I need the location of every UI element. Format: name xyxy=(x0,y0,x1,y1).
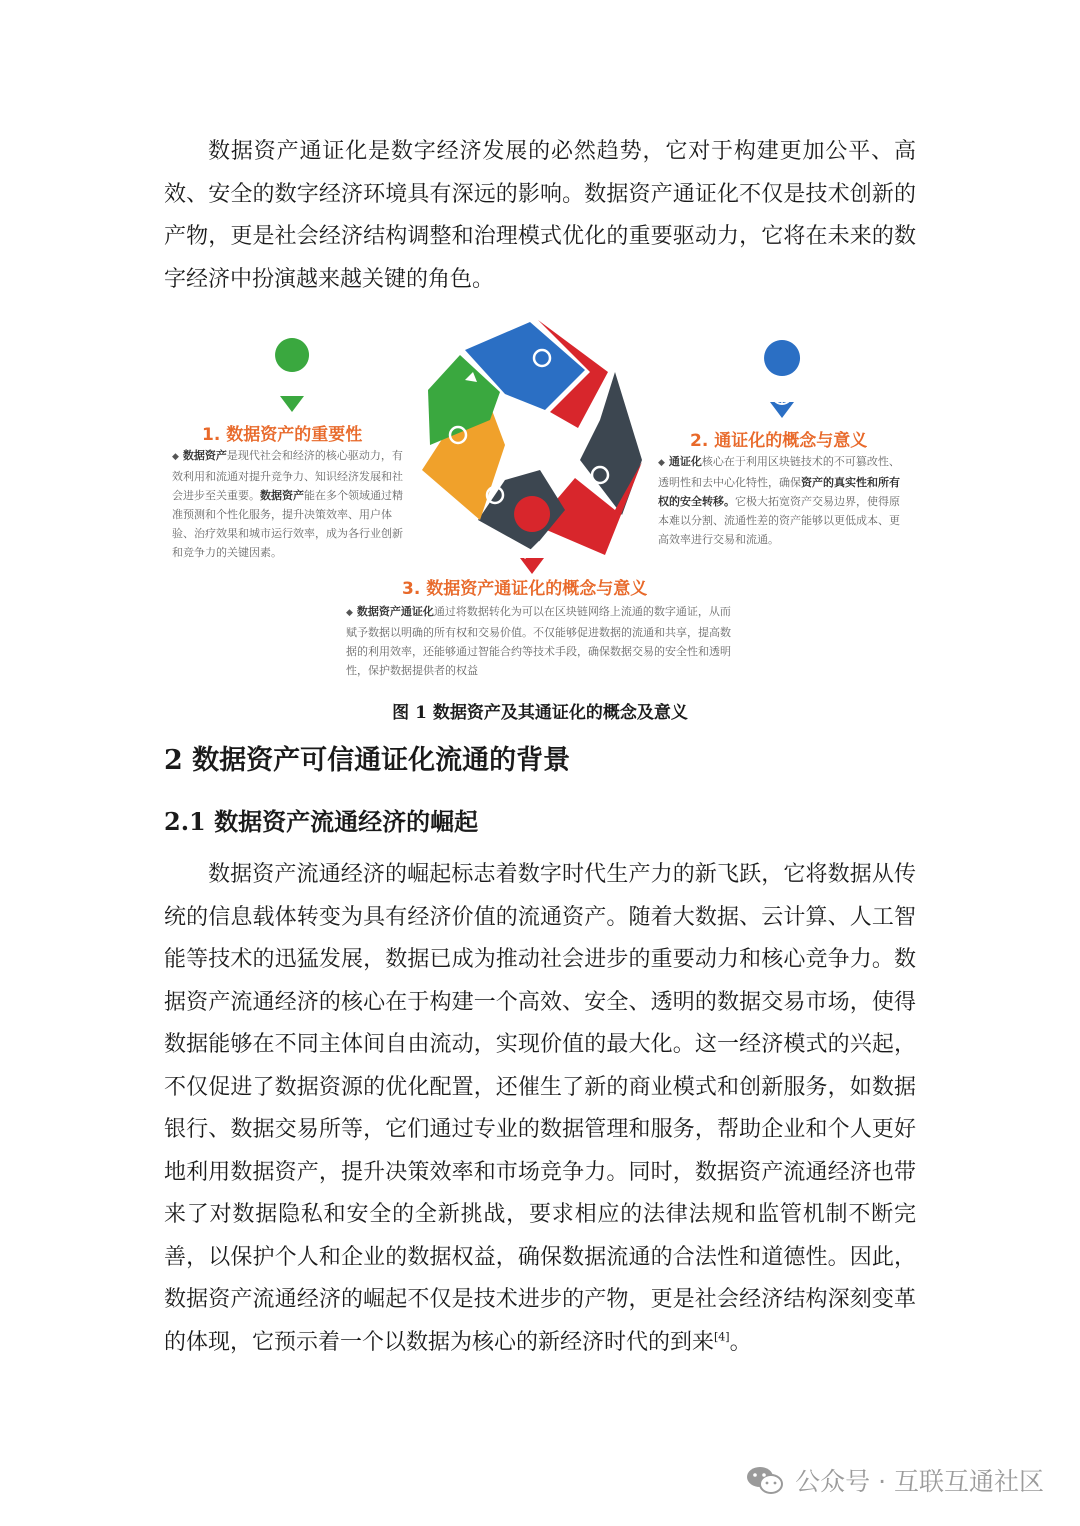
globe-marker-icon xyxy=(764,340,800,418)
figure-item-1-text: 是现代社会和经济的核心驱动力，有效利用和流通对提升竞争力、知识经济发展和社会进步至关重要。 xyxy=(172,449,403,502)
bullet-diamond-icon: ◆ xyxy=(172,452,179,462)
rocket-marker-icon xyxy=(275,338,309,412)
figure-item-2-lead: 通证化 xyxy=(668,455,702,468)
bullet-diamond-icon: ◆ xyxy=(346,608,353,618)
citation-link[interactable]: [4] xyxy=(714,1330,730,1344)
footer-label: 公众号 · 互联互通社区 xyxy=(795,1467,1044,1496)
figure-item-3-title: 3. 数据资产通证化的概念与意义 xyxy=(402,579,648,599)
figure-item-1-lead-2: 数据资产 xyxy=(260,489,304,502)
intro-paragraph: 数据资产通证化是数字经济发展的必然趋势，它对于构建更加公平、高效、安全的数字经济环境具有深远的影响。数据资产通证化不仅是技术创新的产物，更是社会经济结构调整和治理模式优化的重要驱动力，它将在未来的数字经济中扮演越来越关键的角色。 xyxy=(164,139,916,292)
figure-concept-diagram xyxy=(160,310,920,690)
figure-item-3-body xyxy=(346,602,736,680)
figure-item-1-body xyxy=(172,446,410,562)
figure-item-1-text-2: 能在多个领域通过精准预测和个性化服务，提升决策效率、用户体验、治疗效果和城市运行效率，成为各行业创新和竞争力的关键因素。 xyxy=(172,489,403,559)
section-paragraph xyxy=(164,854,916,1364)
figure-item-3-lead: 数据资产通证化 xyxy=(356,605,434,618)
figure-item-2-lead-2: 资产的真实性和所有权的安全转移。 xyxy=(658,476,900,508)
figure-item-1-title: 1. 数据资产的重要性 xyxy=(202,425,363,445)
figure-item-2-text-2: 它极大拓宽资产交易边界，使得原本难以分割、流通性差的资产能够以更低成本、更高效率进行交易和流通。 xyxy=(658,495,900,546)
section-heading: 2 数据资产可信通证化流通的背景 xyxy=(164,745,571,776)
section-paragraph-text: 数据资产流通经济的崛起标志着数字时代生产力的新飞跃，它将数据从传统的信息载体转变为具有经济价值的流通资产。随着大数据、云计算、人工智能等技术的迅猛发展，数据已成为推动社会进步的重要动力和核心竞争力。数据资产流通经济的核心在于构建一个高效、安全、透明的数据交易市场，使得数据能够在不同主体间自由流动，实现价值的最大化。这一经济模式的兴起，不仅促进了数据资源的优化配置，还催生了新的商业模式和创新服务，如数据银行、数据交易所等，它们通过专业的数据管理和服务，帮助企业和个人更好地利用数据资产，提升决策效率和市场竞争力。同时，数据资产流通经济也带来了对数据隐私和安全的全新挑战，要求相应的法律法规和监管机制不断完善，以保护个人和企业的数据权益，确保数据流通的合法性和道德性。因此，数据资产流通经济的崛起不仅是技术进步的产物，更是社会经济结构深刻变革的体现，它预示着一个以数据为核心的新经济时代的到来 xyxy=(164,862,916,1355)
figure-item-1-lead: 数据资产 xyxy=(182,449,227,462)
figure-item-2-title: 2. 通证化的概念与意义 xyxy=(690,431,868,451)
figure-item-2-text: 核心在于利用区块链技术的不可篡改性、透明性和去中心化特性，确保 xyxy=(658,455,900,489)
figure-item-3-text: 通过将数据转化为可以在区块链网络上流通的数字通证，从而赋予数据以明确的所有权和交易价值。不仅能够促进数据的流通和共享，提高数据的利用效率，还能够通过智能合约等技术手段，确保数据交易的安全性和透明性，保护数据提供者的权益 xyxy=(346,605,731,677)
footer-watermark xyxy=(745,1462,1044,1498)
wechat-icon xyxy=(745,1464,785,1496)
paragraph-end: 。 xyxy=(729,1329,752,1355)
bullet-diamond-icon: ◆ xyxy=(658,458,665,468)
subsection-heading: 2.1 数据资产流通经济的崛起 xyxy=(164,807,479,836)
figure-caption: 图 1 数据资产及其通证化的概念及意义 xyxy=(392,703,688,723)
figure-item-2-body xyxy=(658,452,910,549)
